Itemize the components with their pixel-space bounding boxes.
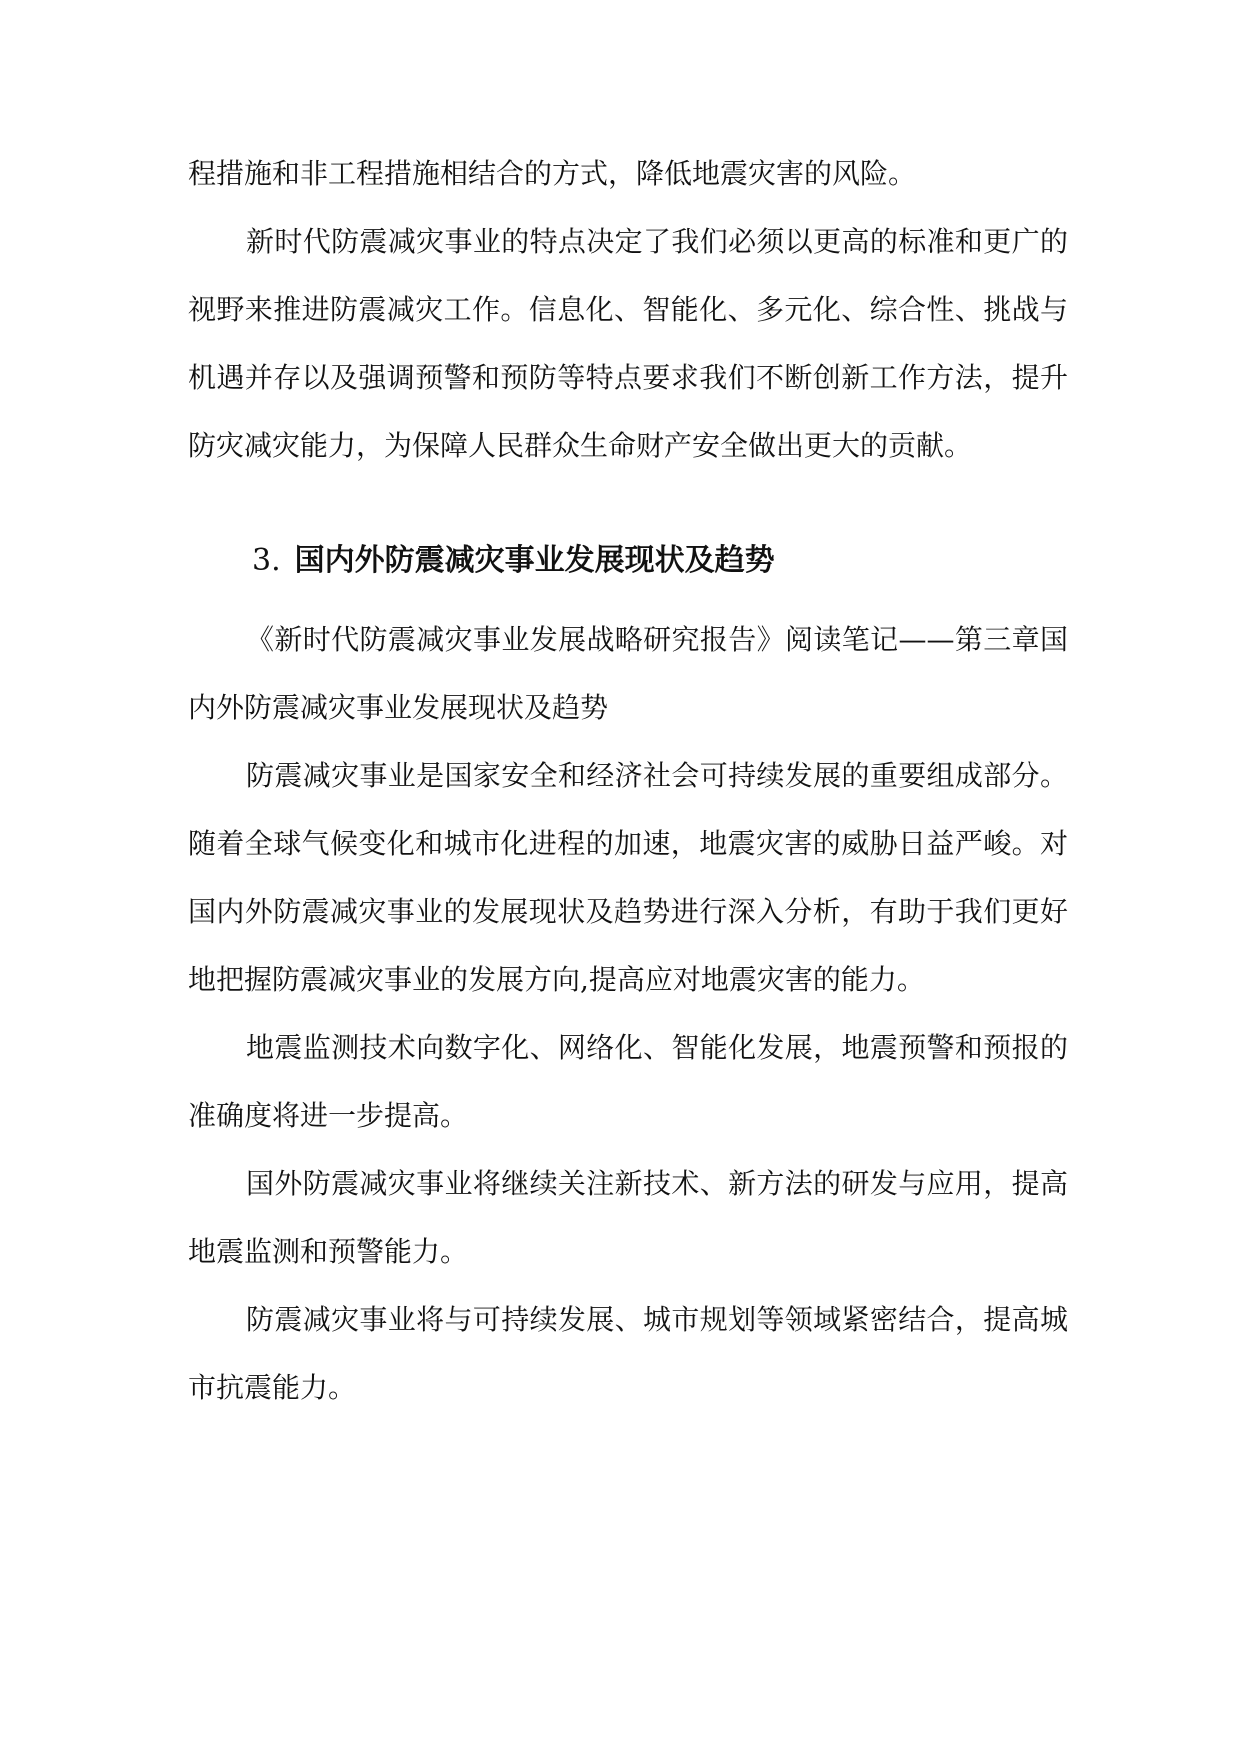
paragraph-features: 新时代防震减灾事业的特点决定了我们必须以更高的标准和更广的视野来推进防震减灾工作。信息化、智能化、多元化、综合性、挑战与机遇并存以及强调预警和预防等特点要求我们不断创新工作方法，提升防灾减灾能力，为保障人民群众生命财产安全做出更大的贡献。 bbox=[188, 225, 1068, 462]
paragraph-reading-note: 《新时代防震减灾事业发展战略研究报告》阅读笔记——第三章国内外防震减灾事业发展现状及趋势 bbox=[188, 623, 1068, 724]
section-heading bbox=[188, 526, 1068, 596]
paragraph-urban: 防震减灾事业将与可持续发展、城市规划等领域紧密结合，提高城市抗震能力。 bbox=[188, 1303, 1068, 1404]
section-title: 国内外防震减灾事业发展现状及趋势 bbox=[294, 543, 775, 578]
paragraph-foreign: 国外防震减灾事业将继续关注新技术、新方法的研发与应用，提高地震监测和预警能力。 bbox=[188, 1167, 1068, 1268]
paragraph-overview: 防震减灾事业是国家安全和经济社会可持续发展的重要组成部分。随着全球气候变化和城市化进程的加速，地震灾害的威胁日益严峻。对国内外防震减灾事业的发展现状及趋势进行深入分析，有助于我们更好地把握防震减灾事业的发展方向,提高应对地震灾害的能力。 bbox=[188, 759, 1068, 996]
document-body bbox=[188, 140, 1068, 1422]
paragraph-continuation: 程措施和非工程措施相结合的方式，降低地震灾害的风险。 bbox=[188, 157, 917, 190]
section-number: 3. bbox=[252, 543, 281, 578]
paragraph-monitoring: 地震监测技术向数字化、网络化、智能化发展，地震预警和预报的准确度将进一步提高。 bbox=[188, 1031, 1068, 1132]
